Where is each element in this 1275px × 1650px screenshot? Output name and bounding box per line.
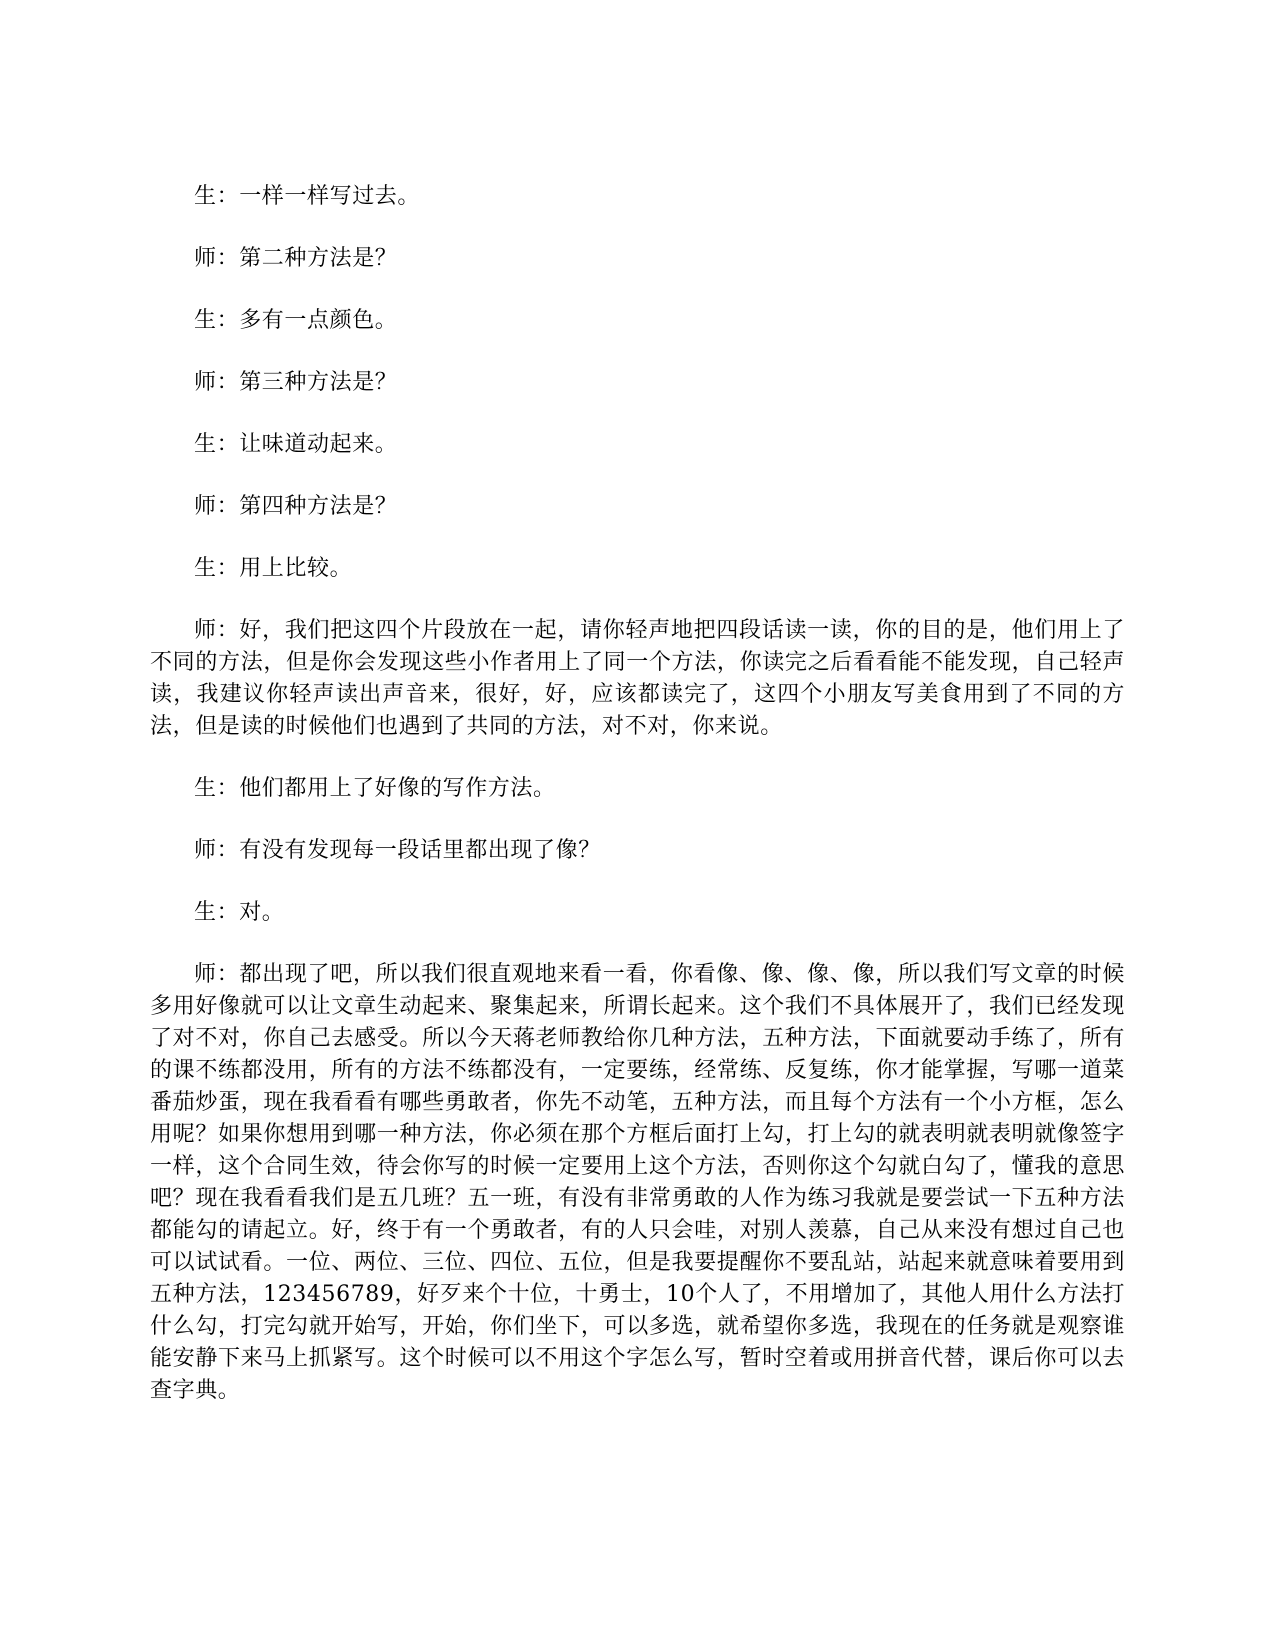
- dialogue-line: 师：第二种方法是？: [194, 246, 398, 271]
- dialogue-line: 生：用上比较。: [194, 556, 353, 581]
- dialogue-line: 生：对。: [194, 900, 285, 925]
- dialogue-paragraph: 师：都出现了吧，所以我们很直观地来看一看，你看像、像、像、像，所以我们写文章的时候多用好像就可以让文章生动起来、聚集起来，所谓长起来。这个我们不具体展开了，我们已经发现了对不对，你自己去感受。所以今天蒋老师教给你几种方法，五种方法，下面就要动手练了，所有的课不练都没用，所有的方法不练都没有，一定要练，经常练、反复练，你才能掌握，写哪一道菜番茄炒蛋，现在我看看有哪些勇敢者，你先不动笔，五种方法，而且每个方法有一个小方框，怎么用呢？如果你想用到哪一种方法，你必须在那个方框后面打上勾，打上勾的就表明就表明就像签字一样，这个合同生效，待会你写的时候一定要用上这个方法，否则你这个勾就白勾了，懂我的意思吧？现在我看看我们是五几班？五一班，有没有非常勇敢的人作为练习我就是要尝试一下五种方法都能勾的请起立。好，终于有一个勇敢者，有的人只会哇，对别人羡慕，自己从来没有想过自己也可以试试看。一位、两位、三位、四位、五位，但是我要提醒你不要乱站，站起来就意味着要用到五种方法，123456789，好歹来个十位，十勇士，10个人了，不用增加了，其他人用什么方法打什么勾，打完勾就开始写，开始，你们坐下，可以多选，就希望你多选，我现在的任务就是观察谁能安静下来马上抓紧写。这个时候可以不用这个字怎么写，暂时空着或用拼音代替，课后你可以去查字典。: [150, 962, 1125, 1403]
- dialogue-line: 师：有没有发现每一段话里都出现了像？: [194, 838, 601, 863]
- dialogue-line: 生：他们都用上了好像的写作方法。: [194, 776, 556, 801]
- dialogue-line: 师：第三种方法是？: [194, 370, 398, 395]
- document-body: [150, 181, 1125, 1437]
- dialogue-paragraph: 师：好，我们把这四个片段放在一起，请你轻声地把四段话读一读，你的目的是，他们用上了不同的方法，但是你会发现这些小作者用上了同一个方法，你读完之后看看能不能发现，自己轻声读，我建议你轻声读出声音来，很好，好，应该都读完了，这四个小朋友写美食用到了不同的方法，但是读的时候他们也遇到了共同的方法，对不对，你来说。: [150, 618, 1125, 739]
- dialogue-line: 生：一样一样写过去。: [194, 184, 421, 209]
- dialogue-line: 生：让味道动起来。: [194, 432, 398, 457]
- dialogue-line: 师：第四种方法是？: [194, 494, 398, 519]
- dialogue-line: 生：多有一点颜色。: [194, 308, 398, 333]
